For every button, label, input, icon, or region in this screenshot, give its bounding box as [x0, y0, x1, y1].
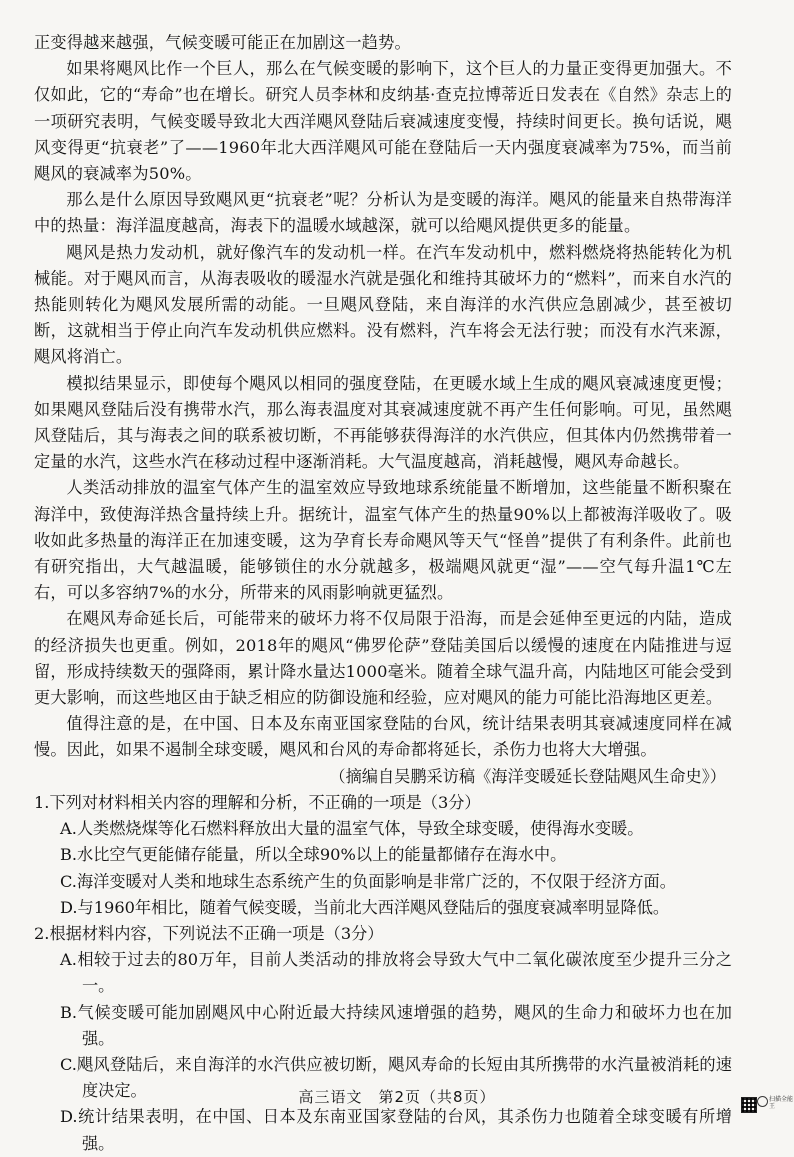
article-paragraph: 飓风是热力发动机，就好像汽车的发动机一样。在汽车发动机中，燃料燃烧将热能转化为机械能。对于飓风而言，从海表吸收的暖湿水汽就是强化和维持其破坏力的“燃料”，而来自水汽的热能则转化为飓风发展所需的动能。一旦飓风登陆，来自海洋的水汽供应急剧减少，甚至被切断，这就相当于停止向汽车发动机供应燃料。没有燃料，汽车将会无法行驶；而没有水汽来源，飓风将消亡。: [34, 242, 732, 367]
article-paragraph: 如果将飓风比作一个巨人，那么在气候变暖的影响下，这个巨人的力量正变得更加强大。不仅如此，它的“寿命”也在增长。研究人员李林和皮纳基·查克拉博蒂近日发表在《自然》杂志上的一项研究表明，气候变暖导致北大西洋飓风登陆后衰减速度变慢，持续时间更长。换句话说，飓风变得更“抗衰老”了——1960年北大西洋飓风可能在登陆后一天内强度衰减率为75%，而当前飓风的衰减率为50%。: [34, 59, 732, 184]
option-c: C.飓风登陆后，来自海洋的水汽供应被切断，飓风寿命的长短由其所携带的水汽量被消耗的速度决定。: [60, 1054, 732, 1101]
option-d: D.与1960年相比，随着气候变暖，当前北大西洋飓风登陆后的强度衰减率明显降低。: [60, 897, 670, 917]
scanner-logo-icon: [757, 1096, 768, 1107]
option-d: D.统计结果表明，在中国、日本及东南亚国家登陆的台风，其杀伤力也随着全球变暖有所增强。: [60, 1107, 732, 1153]
article-body: [34, 30, 732, 1157]
option-b: B.水比空气更能储存能量，所以全球90%以上的能量都储存在海水中。: [60, 845, 567, 865]
option-a: A.人类燃烧煤等化石燃料释放出大量的温室气体，导致全球变暖，使得海水变暖。: [60, 819, 644, 839]
option-a: A.相较于过去的80万年，目前人类活动的排放将会导致大气中二氧化碳浓度至少提升三分之一。: [60, 950, 732, 996]
article-paragraph: 在飓风寿命延长后，可能带来的破坏力将不仅局限于沿海，而是会延伸至更远的内陆，造成的经济损失也更重。例如，2018年的飓风“佛罗伦萨”登陆美国后以缓慢的速度在内陆推进与逗留，形成持续数天的强降雨，累计降水量达1000毫米。随着全球气温升高，内陆地区可能会受到更大影响，而这些地区由于缺乏相应的防御设施和经验，应对飓风的能力可能比沿海地区更差。: [34, 609, 732, 708]
option-b: B.气候变暖可能加剧飓风中心附近最大持续风速增强的趋势，飓风的生命力和破坏力也在加强。: [60, 1002, 732, 1048]
article-paragraph: 正变得越来越强，气候变暖可能正在加剧这一趋势。: [34, 33, 411, 52]
question-stem: 2.根据材料内容，下列说法不正确一项是（3分）: [34, 923, 384, 943]
question-2: [34, 921, 732, 1157]
article-paragraph: 值得注意的是，在中国、日本及东南亚国家登陆的台风，统计结果表明其衰减速度同样在减慢。因此，如果不遏制全球变暖，飓风和台风的寿命都将延长，杀伤力也将大大增强。: [34, 714, 732, 760]
article-paragraph: 人类活动排放的温室气体产生的温室效应导致地球系统能量不断增加，这些能量不断积聚在海洋中，致使海洋热含量持续上升。据统计，温室气体产生的热量90%以上都被海洋吸收了。吸收如此多热量的海洋正在加速变暖，这为孕育长寿命飓风等天气“怪兽”提供了有利条件。此前也有研究指出，大气越温暖，能够锁住的水分就越多，极端飓风就更“湿”——空气每升温1℃左右，可以多容纳7%的水分，所带来的风雨影响就更猛烈。: [34, 478, 732, 603]
qr-code-icon: [741, 1097, 757, 1113]
page-footer: 高三语文 第2页（共8页）: [298, 1088, 496, 1106]
article-source: （摘编自吴鹏采访稿《海洋变暖延长登陆飓风生命史》）: [329, 766, 726, 786]
question-1: [34, 790, 732, 921]
scanner-watermark-label: 扫描全能王: [769, 1096, 794, 1110]
article-paragraph: 那么是什么原因导致飓风更“抗衰老”呢？分析认为是变暖的海洋。飓风的能量来自热带海洋中的热量：海洋温度越高，海表下的温暖水域越深，就可以给飓风提供更多的能量。: [34, 190, 732, 236]
article-paragraph: 模拟结果显示，即使每个飓风以相同的强度登陆，在更暖水域上生成的飓风衰减速度更慢；如果飓风登陆后没有携带水汽，那么海表温度对其衰减速度就不再产生任何影响。可见，虽然飓风登陆后，其与海表之间的联系被切断，不再能够获得海洋的水汽供应，但其体内仍然携带着一定量的水汽，这些水汽在移动过程中逐渐消耗。大气温度越高，消耗越慢，飓风寿命越长。: [34, 373, 732, 472]
option-c: C.海洋变暖对人类和地球生态系统产生的负面影响是非常广泛的，不仅限于经济方面。: [60, 871, 676, 891]
question-stem: 1.下列对材料相关内容的理解和分析，不正确的一项是（3分）: [34, 792, 481, 812]
